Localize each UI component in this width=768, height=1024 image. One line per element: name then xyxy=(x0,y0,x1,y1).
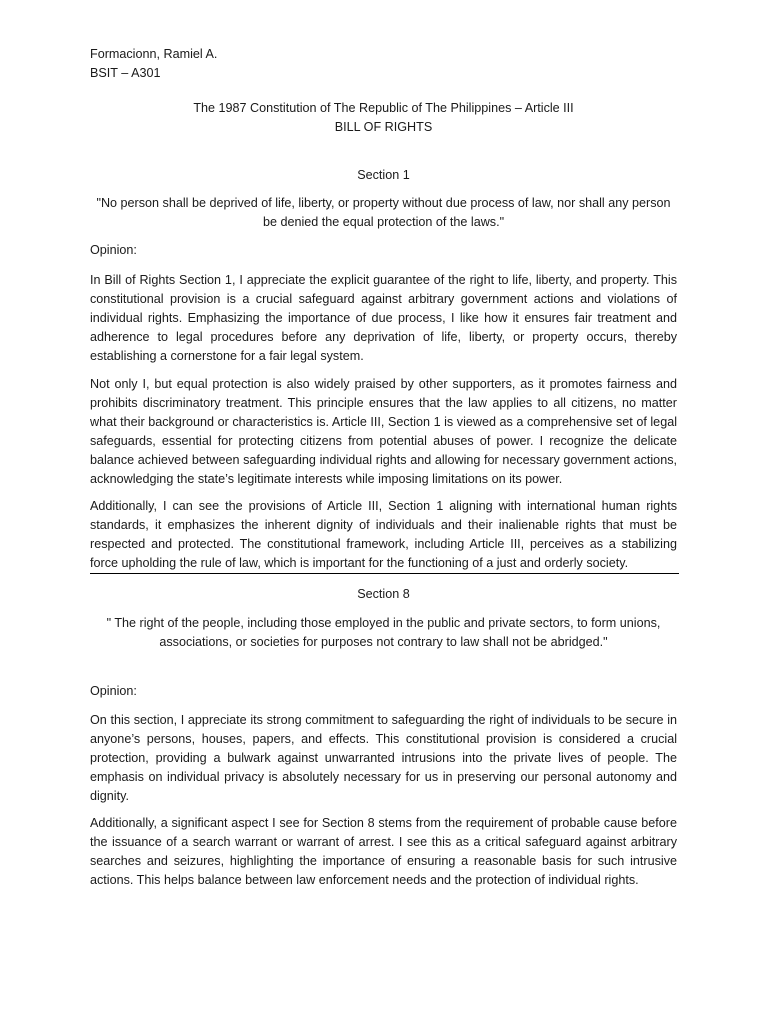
section8-paragraph-2: Additionally, a significant aspect I see for Section 8 stems from the requirement of probable cause before the issuance of a search warrant or warrant of arrest. I see this as a critical safeguard against arbitrary searches and seizures, highlighting the importance of ensuring a reasonable basis for such intrusive actions. This helps balance between law enforcement needs and the protection of individual rights. xyxy=(90,816,677,887)
section1-opinion-label: Opinion: xyxy=(90,243,137,257)
author-name: Formacionn, Ramiel A. xyxy=(90,47,218,61)
section8-paragraph-1: On this section, I appreciate its strong commitment to safeguarding the right of individuals to be secure in anyone’s persons, houses, papers, and effects. This constitutional provision is considered a crucial protection, providing a bulwark against unwarranted intrusions into the private lives of people. The emphasis on individual privacy is absolutely necessary for us in preserving our personal autonomy and dignity. xyxy=(90,713,677,803)
section8-heading: Section 8 xyxy=(357,587,410,601)
section1-paragraph-2: Not only I, but equal protection is also widely praised by other supporters, as it promotes fairness and prohibits discriminatory treatment. This principle ensures that the law applies to all citizens, no matter what their background or characteristics is. Article III, Section 1 is viewed as a comprehensive set of legal safeguards, essential for protecting citizens from potential abuses of power. I recognize the delicate balance achieved between safeguarding individual rights and allowing for necessary government actions, acknowledging the state’s legitimate interests while imposing limitations on its power. xyxy=(90,377,677,486)
author-course: BSIT – A301 xyxy=(90,66,161,80)
document-subtitle: BILL OF RIGHTS xyxy=(334,120,433,134)
section1-paragraph-3: Additionally, I can see the provisions of Article III, Section 1 aligning with international human rights standards, it emphasizes the inherent dignity of individuals and their inalienable rights that must be respected and protected. The constitutional framework, including Article III, perceives as a stabilizing force upholding the rule of law, which is important for the functioning of a just and orderly society. xyxy=(90,499,677,570)
section1-heading: Section 1 xyxy=(357,168,410,182)
section8-opinion-label: Opinion: xyxy=(90,684,137,698)
section1-quote: "No person shall be deprived of life, liberty, or property without due process of law, nor shall any person be denied the equal protection of the laws." xyxy=(96,196,671,229)
section1-paragraph-1: In Bill of Rights Section 1, I appreciate the explicit guarantee of the right to life, liberty, and property. This constitutional provision is a crucial safeguard against arbitrary government actions and violations of individual rights. Emphasizing the importance of due process, I like how it ensures fair treatment and adherence to legal procedures before any deprivation of life, liberty, or property occurs, thereby establishing a cornerstone for a fair legal system. xyxy=(90,273,677,363)
document-title: The 1987 Constitution of The Republic of The Philippines – Article III xyxy=(193,101,574,115)
section8-quote: " The right of the people, including those employed in the public and private sectors, to form unions, associations, or societies for purposes not contrary to law shall not be abridged." xyxy=(106,616,661,649)
section-divider xyxy=(90,573,679,574)
